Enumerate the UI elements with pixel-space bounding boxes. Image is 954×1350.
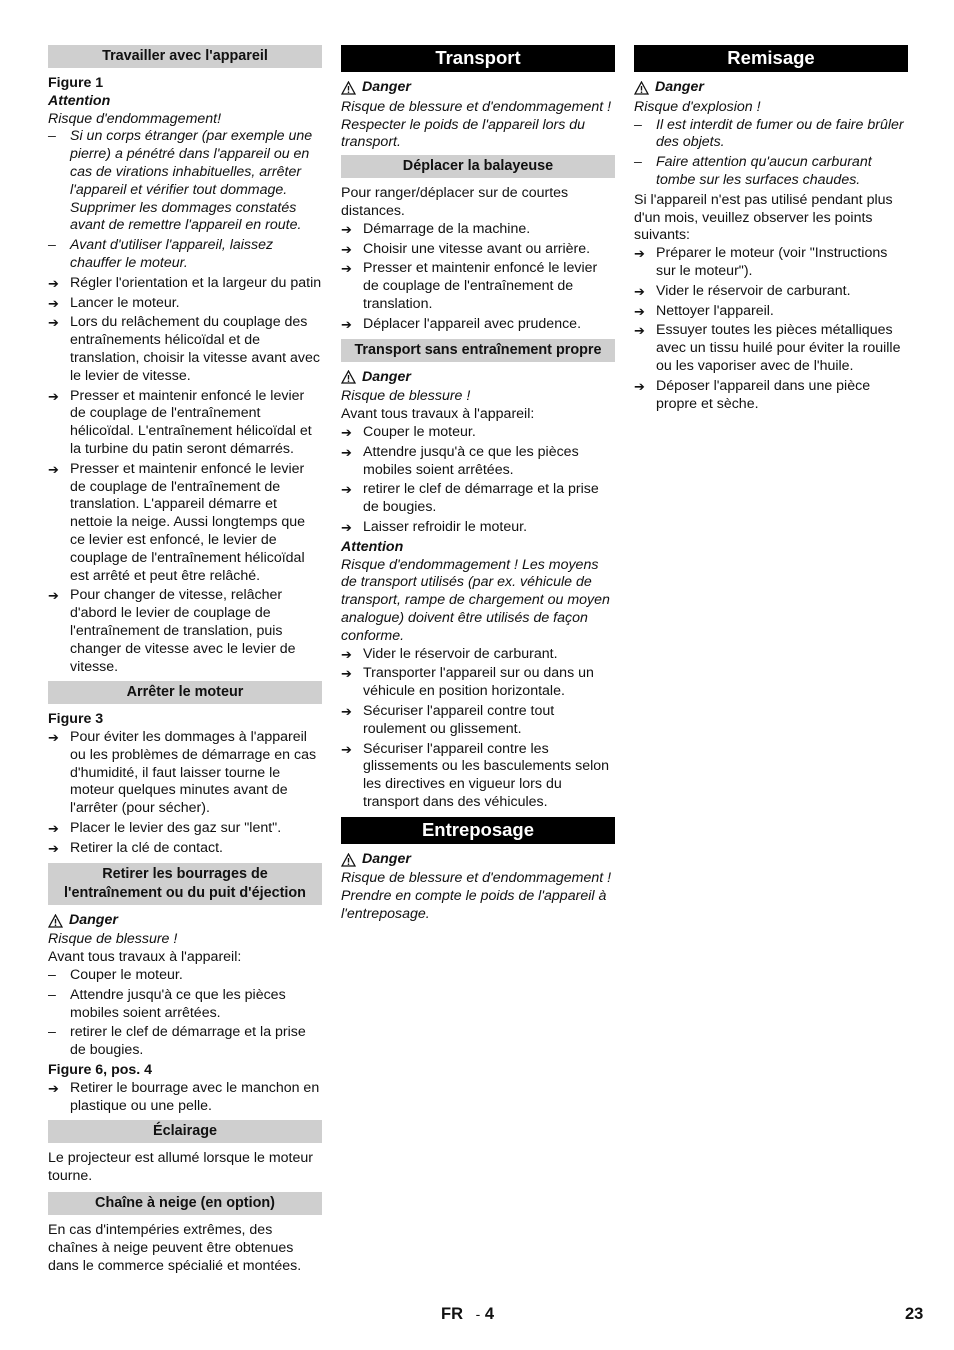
section-heading-bourrages: Retirer les bourrages de l'entraînement ou du puit d'éjection [48,863,322,905]
step-item: ➔ retirer le clef de démarrage et la prise de bougies. [341,481,615,517]
dash-item: – Il est interdit de fumer ou de faire brûler des objets. [634,117,908,153]
step-item: ➔ Presser et maintenir enfoncé le levier de couplage de l'entraînement de translation. [341,260,615,313]
intro-text: Pour ranger/déplacer sur de courtes distances. [341,185,569,219]
step-item: ➔ Laisser refroidir le moteur. [341,519,615,537]
step-item: ➔ Presser et maintenir enfoncé le levier de couplage de l'entraînement de translation. L'appareil démarre et nettoie la neige. Aussi longtemps que ce levier est enfoncé, le levier de couplage de l'entraînement hélicoïdal est arrêté et peut être relâché. [48,461,322,586]
figure-ref: Figure 6, pos. 4 [48,1062,153,1079]
step-item: ➔ Déplacer l'appareil avec prudence. [341,316,615,334]
section-heading-deplacer: Déplacer la balayeuse [341,155,615,178]
chapter-heading-transport: Transport [341,45,615,72]
body-text: En cas d'intempéries extrêmes, des chaînes à neige peuvent être obtenues dans le commerce spécialié et montées. [48,1222,302,1274]
danger-label: Danger [341,851,615,869]
step-item: ➔ Presser et maintenir enfoncé le levier de couplage de l'entraînement hélicoïdal. L'entraînement hélicoïdal et la turbine du patin seront démarrés. [48,388,322,459]
intro-text: Si l'appareil n'est pas utilisé pendant plus d'un mois, veuillez observer les points suivants: [634,191,893,244]
attention-label: Attention [341,538,404,555]
dash-item: – Attendre jusqu'à ce que les pièces mobiles soient arrêtées. [48,987,322,1023]
dash-item: – Couper le moteur. [48,967,322,985]
step-item: ➔ Retirer la clé de contact. [48,840,322,858]
step-item: ➔ Retirer le bourrage avec le manchon en plastique ou une pelle. [48,1080,322,1116]
column-middle [341,45,615,924]
step-item: ➔ Lors du relâchement du couplage des entraînements hélicoïdal et de translation, choisir la vitesse avant avec le levier de vitesse. [48,314,322,385]
figure-ref: Figure 3 [48,711,104,728]
step-item: ➔ Couper le moteur. [341,424,615,442]
risk-text: Risque d'endommagement! [48,110,222,127]
attention-text: Risque d'endommagement ! Les moyens de transport utilisés (par ex. véhicule de transport, rampe de chargement ou moyen analogue) doivent être utilisés de façon conforme. [341,556,610,644]
dash-item: – Si un corps étranger (par exemple une pierre) a pénétré dans l'appareil ou en cas de virations inhabituelles, arrêter l'appareil et vérifier tout dommage. Supprimer les dommages constatés avant de remettre l'appareil en route. [48,128,322,235]
step-item: ➔ Attendre jusqu'à ce que les pièces mobiles soient arrêtées. [341,444,615,480]
step-item: ➔ Sécuriser l'appareil contre tout roulement ou glissement. [341,703,615,739]
step-item: ➔ Vider le réservoir de carburant. [341,646,615,664]
section-heading-arreter: Arrêter le moteur [48,681,322,704]
step-item: ➔ Déposer l'appareil dans une pièce propre et sèche. [634,378,908,414]
step-item: ➔ Vider le réservoir de carburant. [634,283,908,301]
figure-ref: Figure 1 [48,75,104,91]
warning-triangle-icon [341,370,356,384]
warning-triangle-icon [48,914,63,928]
step-item: ➔ Sécuriser l'appareil contre les glissements ou les basculements selon les directives en vigueur lors du transport dans des véhicules. [341,741,615,812]
intro-text: Avant tous travaux à l'appareil: [48,949,242,966]
step-item: ➔ Pour éviter les dommages à l'appareil ou les problèmes de démarrage en cas d'humidité, il faut laisser tourne le moteur quelques minutes avant de l'arrêter (pour sécher). [48,729,322,818]
attention-label: Attention [48,92,111,109]
footer-language-page: FR - 4 [441,1305,495,1323]
danger-label: Danger [341,79,615,97]
risk-text: Risque de blessure et d'endommagement ! Prendre en compte le poids de l'appareil à l'entreposage. [341,870,612,923]
section-heading-sans-entrainement: Transport sans entraînement propre [341,339,615,362]
risk-text: Risque de blessure ! [48,931,178,948]
step-item: ➔ Régler l'orientation et la largeur du patin [48,275,322,293]
dash-item: – Faire attention qu'aucun carburant tombe sur les surfaces chaudes. [634,154,908,190]
step-item: ➔ Préparer le moteur (voir "Instructions sur le moteur"). [634,245,908,281]
chapter-heading-entreposage: Entreposage [341,817,615,844]
step-item: ➔ Choisir une vitesse avant ou arrière. [341,241,615,259]
danger-label: Danger [341,369,615,387]
danger-label: Danger [634,79,908,97]
risk-text: Risque de blessure ! [341,388,471,405]
warning-triangle-icon [341,81,356,95]
page-number: 23 [905,1305,924,1323]
step-item: ➔ Démarrage de la machine. [341,221,615,239]
dash-item: – Avant d'utiliser l'appareil, laissez chauffer le moteur. [48,237,322,273]
step-item: ➔ Placer le levier des gaz sur "lent". [48,820,322,838]
section-heading-travailler: Travailler avec l'appareil [48,45,322,68]
column-left [48,45,322,1275]
risk-text: Risque de blessure et d'endommagement ! Respecter le poids de l'appareil lors du transport. [341,98,612,151]
risk-text: Risque d'explosion ! [634,98,761,115]
step-item: ➔ Essuyer toutes les pièces métalliques avec un tissu huilé pour éviter la rouille ou les vaporiser avec de l'huile. [634,322,908,375]
step-item: ➔ Pour changer de vitesse, relâcher d'abord le levier de couplage de l'entraînement de translation, puis changer de vitesse avec le levier de vitesse. [48,587,322,676]
step-item: ➔ Nettoyer l'appareil. [634,303,908,321]
step-item: ➔ Lancer le moteur. [48,295,322,313]
intro-text: Avant tous travaux à l'appareil: [341,406,535,423]
warning-triangle-icon [634,81,649,95]
warning-triangle-icon [341,853,356,867]
section-heading-chaine: Chaîne à neige (en option) [48,1192,322,1215]
danger-label: Danger [48,912,322,930]
section-heading-eclairage: Éclairage [48,1120,322,1143]
step-item: ➔ Transporter l'appareil sur ou dans un véhicule en position horizontale. [341,665,615,701]
dash-item: – retirer le clef de démarrage et la prise de bougies. [48,1024,322,1060]
body-text: Le projecteur est allumé lorsque le moteur tourne. [48,1150,313,1185]
column-right [634,45,908,415]
chapter-heading-remisage: Remisage [634,45,908,72]
